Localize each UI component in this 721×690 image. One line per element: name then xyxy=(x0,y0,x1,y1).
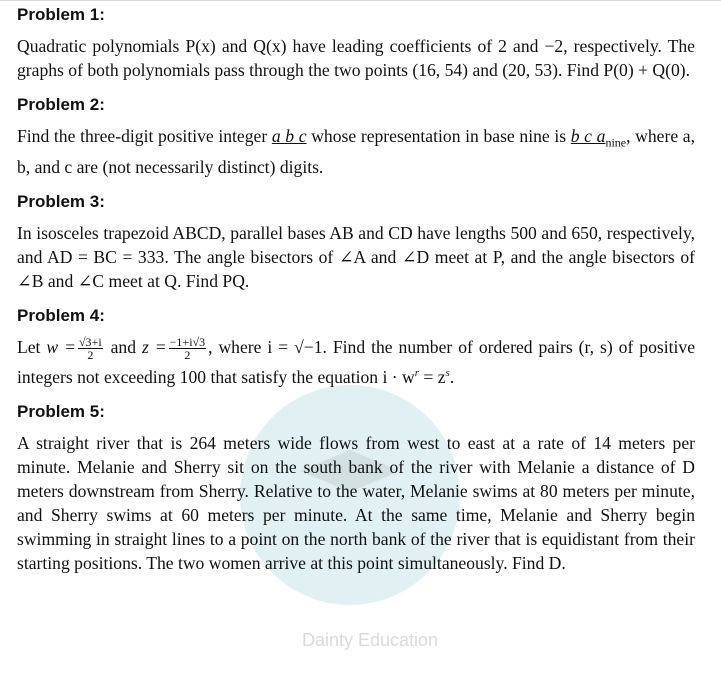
text-part: and xyxy=(104,336,142,357)
problem-title: Problem 5: xyxy=(17,401,105,421)
problem-text: A straight river that is 264 meters wide flows from west to east at a rate of 14 meters per minute. Melanie and Sherry sit on the south bank of the river with Melanie a distance of D meters downstream from Sherry. Relative to the water, Melanie swims at 80 meters per minute, and Sherry swims at 60 meters per minute. At the same time, Melanie and Sherry begin swimming in straight lines to a point on the north bank of the river that is equidistant from their starting positions. The two women arrive at this point simultaneously. Find D. xyxy=(17,432,695,573)
text-part: whose representation in base nine is xyxy=(306,126,571,146)
digits-abc: a b c xyxy=(271,126,307,146)
problem-3 xyxy=(17,191,695,293)
problem-5 xyxy=(17,401,695,575)
text-part: . xyxy=(449,366,455,387)
text-part: , where a, b, and c are (not necessarily distinct) digits. xyxy=(17,126,696,177)
base-subscript: nine xyxy=(605,135,627,150)
problem-4 xyxy=(17,305,695,389)
problem-text: In isosceles trapezoid ABCD, parallel bases AB and CD have lengths 500 and 650, respectively, and AD = BC = 333. The angle bisectors of ∠A and ∠D meet at P, and the angle bisectors of ∠B and ∠C meet at Q. Find PQ. xyxy=(17,222,695,291)
exponent-r: r xyxy=(414,366,419,379)
problem-title: Problem 3: xyxy=(17,191,105,211)
problem-title: Problem 4: xyxy=(17,305,105,325)
digits-bca: b c a xyxy=(570,126,606,146)
z-definition: z = xyxy=(141,336,167,357)
top-divider xyxy=(0,0,721,1)
w-fraction xyxy=(78,336,103,361)
text-part: Let xyxy=(17,336,47,357)
problem-2 xyxy=(17,94,695,179)
fraction-numerator: √3+i xyxy=(78,334,102,349)
problem-title: Problem 1: xyxy=(17,5,105,24)
fraction-numerator: −1+i√3 xyxy=(169,334,206,349)
exponent-s: s xyxy=(445,366,450,379)
w-definition: w = xyxy=(46,336,76,357)
problem-text: Quadratic polynomials P(x) and Q(x) have leading coefficients of 2 and −2, respectively. The graphs of both polynomials pass through the two points (16, 54) and (20, 53). Find P(0) + Q(0). xyxy=(17,36,695,80)
text-part: Find the three-digit positive integer xyxy=(17,126,272,146)
problem-text xyxy=(17,335,695,389)
problem-set xyxy=(17,4,695,575)
text-part: = z xyxy=(419,366,446,387)
fraction-denominator: 2 xyxy=(184,347,191,362)
watermark-text: Dainty Education xyxy=(301,630,439,650)
problem-text xyxy=(17,124,695,179)
fraction-denominator: 2 xyxy=(87,347,94,362)
problem-title: Problem 2: xyxy=(17,95,105,114)
z-fraction xyxy=(169,336,206,361)
text-part: , where i = √−1. Find the number of ordered pairs (r, s) of positive integers not exceeding 100 that satisfy the equation i · w xyxy=(17,336,696,387)
problem-1 xyxy=(17,4,695,82)
